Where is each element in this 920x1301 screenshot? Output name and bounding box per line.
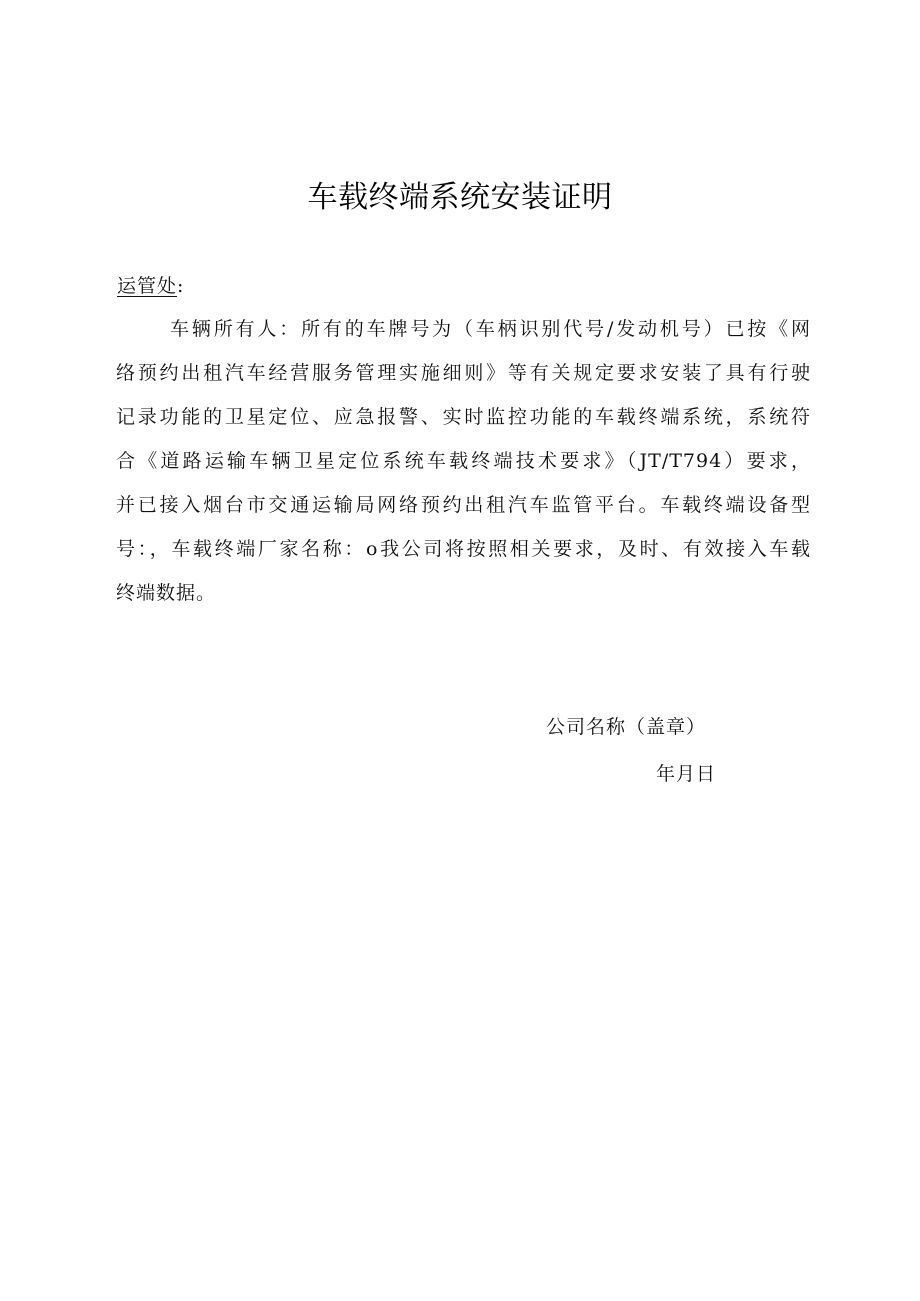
body-line: 并已接入烟台市交通运输局网络预约出租汽车监管平台。车载终端设备型 (116, 494, 811, 516)
document-title: 车载终端系统安装证明 (307, 180, 613, 215)
body-line: 号：，车载终端厂家名称：o我公司将按照相关要求，及时、有效接入车载 (116, 538, 811, 560)
salutation-colon: : (177, 275, 185, 297)
body-line: 终端数据。 (116, 582, 217, 604)
body-line: 络预约出租汽车经营服务管理实施细则》等有关规定要求安装了具有行驶 (116, 362, 811, 384)
addressee: 运管处 (117, 275, 178, 297)
body-paragraph (116, 315, 811, 623)
body-line: 记录功能的卫星定位、应急报警、实时监控功能的车载终端系统，系统符 (116, 406, 811, 428)
body-line: 合《道路运输车辆卫星定位系统车载终端技术要求》（JT/T794）要求， (116, 450, 811, 472)
salutation (117, 272, 184, 300)
company-name-seal: 公司名称（盖章） (546, 716, 707, 738)
body-line: 车辆所有人：所有的车牌号为（车柄识别代号/发动机号）已按《网 (170, 318, 811, 340)
date-text: 年月日 (656, 763, 717, 785)
